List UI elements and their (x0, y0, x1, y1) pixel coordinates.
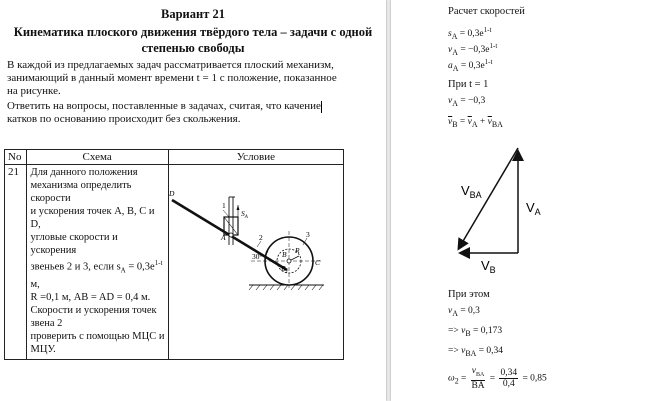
condition-line: R =0,1 м, AB = AD = 0,4 м. (30, 291, 151, 303)
label-C: C (314, 258, 320, 267)
calc-heading: Расчет скоростей (448, 6, 525, 17)
row-number: 21 (5, 165, 27, 360)
ground-line (249, 285, 324, 290)
at-time-label: При t = 1 (448, 79, 489, 90)
fraction-values: $\frac{0,34}{0,4}$ (500, 367, 518, 389)
col-header-no: No (5, 150, 27, 165)
condition-line: механизма определить скорости (30, 180, 132, 204)
eq-va-t1: $v_A = -0,3$ (448, 96, 486, 108)
condition-line: Для данного положения (30, 167, 138, 178)
title-line-1: Кинематика плоского движения твёрдого тела – задачи с одной (13, 25, 373, 39)
joint-A (229, 233, 233, 237)
label-link-3: 3 (305, 230, 310, 239)
table-row (5, 165, 344, 360)
eq-va-2: $v_A = 0,3$ (448, 306, 480, 318)
eq-aa: $a_A = 0,3e^{1-t}$ (448, 58, 493, 74)
joint-B (287, 259, 291, 263)
table-header-row (5, 150, 344, 165)
eq-vba: => $v_{BA} = 0,34$ (448, 346, 504, 358)
vector-vba (459, 148, 518, 248)
condition-line: и ускорения точек A, B, C и D, (30, 206, 155, 230)
eq-omega: $\omega_2$ = $\frac{v_{BA}}{BA}$ = $\frac{0,34}{0,4}$ = 0,85 (448, 366, 547, 391)
eq-va: $v_A = -0,3e^{1-t}$ (448, 42, 498, 58)
condition-line: МЦУ. (30, 343, 56, 355)
label-D: D (168, 189, 175, 198)
label-angle: 30° (251, 252, 263, 261)
mechanism-scheme (169, 165, 339, 295)
label-link-2: 2 (258, 233, 263, 242)
intro-paragraph-2: Ответить на вопросы, поставленные в задачах, считая, что качение катков по основанию происходит без скольжения. (7, 100, 321, 125)
task-table (4, 149, 344, 360)
label-link-1: 1 (221, 201, 226, 210)
condition-line: угловые скорости и ускорения (30, 232, 118, 256)
eq-vb: => $v_B = 0,173$ (448, 326, 503, 338)
label-R: R (294, 246, 300, 255)
col-header-condition: Условие (168, 150, 343, 165)
label-SA: $S_A$ (240, 209, 248, 220)
col-header-scheme: Схема (26, 150, 168, 165)
label-vba: $V_{BA}$ (461, 183, 482, 200)
condition-line: проверить с помощью МЦС и (30, 330, 165, 342)
label-vb: $V_B$ (481, 258, 496, 275)
label-A: A (220, 233, 226, 242)
label-B1: $B_1$ (280, 264, 288, 275)
text-cursor (321, 101, 322, 113)
fraction-vba-over-ba: $\frac{v_{BA}}{BA}$ (471, 366, 485, 391)
label-va: $V_A$ (526, 200, 541, 217)
condition-line-sa: звеньев 2 и 3, если $s_A = 0,3e^{1-t}$ м, (30, 259, 163, 290)
condition-line: Скорости и ускорения точек (30, 304, 157, 316)
intro-paragraph-1: В каждой из предлагаемых задач рассматривается плоский механизм, занимающий в данный момент времени t = 1 с положение, показанное на рисунке. (7, 59, 337, 97)
pri-etom-label: При этом (448, 289, 490, 300)
label-B: B (281, 250, 287, 259)
eq-sa: $s_A = 0,3e^{1-t}$ (448, 26, 492, 42)
title-line-2: степенью свободы (141, 41, 245, 55)
scheme-cell (168, 165, 343, 360)
eq-vector-sum: $\overline{v}_B = \overline{v}_A + \overline{v}_{BA}$ (448, 117, 503, 129)
variant-heading: Вариант 21 (161, 7, 225, 21)
document-page-right (391, 0, 666, 401)
condition-cell (26, 165, 168, 360)
condition-line: звена 2 (30, 317, 63, 329)
leader-1 (223, 210, 229, 217)
velocity-triangle (441, 140, 561, 275)
